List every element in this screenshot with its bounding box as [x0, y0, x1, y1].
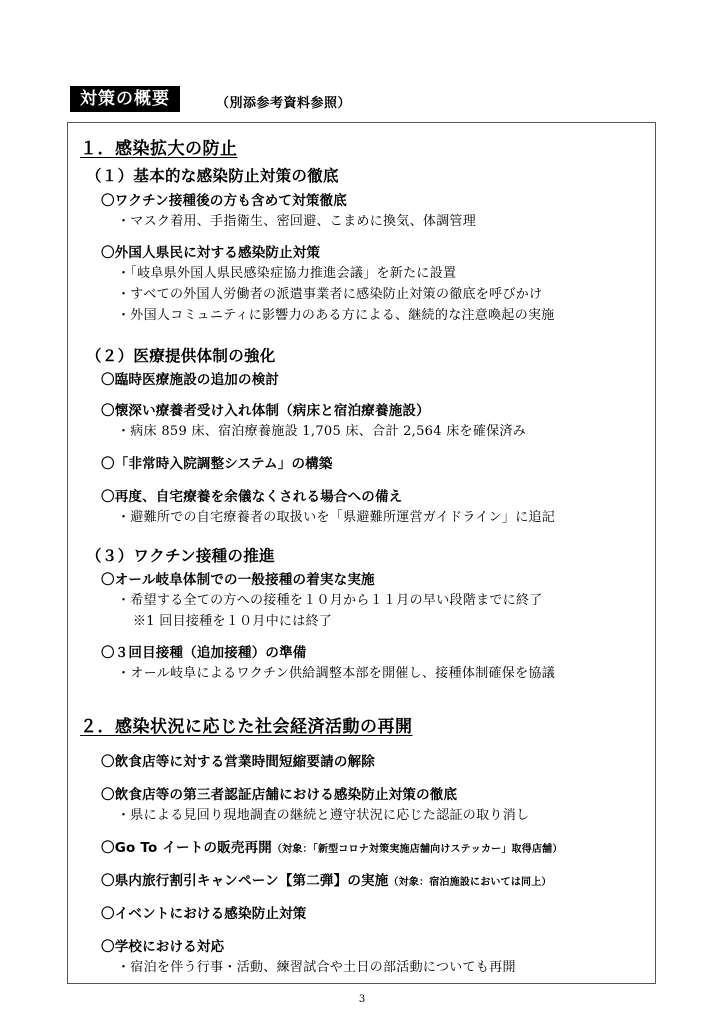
list-item: 〇イベントにおける感染防止対策 — [101, 906, 307, 922]
list-item — [101, 836, 563, 856]
list-item: 〇懐深い療養者受け入れ体制（病床と宿泊療養施設） — [101, 403, 430, 419]
list-item: 〇飲食店等に対する営業時間短縮要請の解除 — [101, 754, 375, 770]
section-heading-2: ２．感染状況に応じた社会経済活動の再開 — [80, 717, 413, 737]
bullet-text: ・すべての外国人労働者の派遣事業者に感染防止対策の徹底を呼びかけ — [117, 287, 543, 302]
title-note: （別添参考資料参照） — [216, 96, 352, 111]
list-item: 〇学校における対応 — [101, 939, 225, 955]
bullet-text: ・外国人コミュニティに影響力のある方による、継続的な注意喚起の実施 — [117, 308, 555, 323]
list-item: 〇オール岐阜体制での一般接種の着実な実施 — [101, 572, 375, 588]
subsection-heading-1: （１）基本的な感染防止対策の徹底 — [86, 167, 339, 185]
page-number: 3 — [358, 994, 366, 1005]
list-item: 〇３回目接種（追加接種）の準備 — [101, 645, 307, 661]
list-item: 〇臨時医療施設の追加の検討 — [101, 372, 280, 388]
bullet-text: ・宿泊を伴う行事・活動、練習試合や土日の部活動についても再開 — [117, 960, 516, 975]
list-item: 〇ワクチン接種後の方も含めて対策徹底 — [101, 193, 347, 209]
bullet-text: ・県による見回り現地調査の継続と遵守状況に応じた認証の取り消し — [117, 808, 530, 823]
list-item-note: （対象：「新型コロナ対策実施店舗向けステッカー」取得店舗） — [271, 844, 563, 855]
list-item: 〇外国人県民に対する感染防止対策 — [101, 245, 321, 261]
subsection-heading-3: （３）ワクチン接種の推進 — [86, 547, 275, 565]
bullet-text: ※1 回目接種を１０月中には終了 — [133, 614, 333, 629]
section-heading-1: １．感染拡大の防止 — [80, 139, 238, 159]
list-item — [101, 869, 552, 889]
bullet-text: ・マスク着用、手指衛生、密回避、こまめに換気、体調管理 — [117, 214, 477, 229]
bullet-text: ・避難所での自宅療養者の取扱いを「県避難所運営ガイドライン」に追記 — [117, 510, 556, 525]
bullet-text: ・「岐阜県外国人県民感染症協力推進会議」を新たに設置 — [117, 266, 457, 281]
list-item-label: 〇県内旅行割引キャンペーン【第二弾】の実施 — [101, 873, 389, 889]
list-item: 〇飲食店等の第三者認証店舗における感染防止対策の徹底 — [101, 787, 458, 803]
subsection-heading-2: （２）医療提供体制の強化 — [86, 347, 276, 365]
list-item-label: 〇Go To イートの販売再開 — [101, 840, 272, 856]
list-item-note: （対象：宿泊施設においては同上） — [388, 877, 552, 888]
page-title: 対策の概要 — [70, 86, 180, 112]
list-item: 〇再度、自宅療養を余儀なくされる場合への備え — [101, 489, 403, 505]
bullet-text: ・希望する全ての方への接種を１０月から１１月の早い段階までに終了 — [117, 593, 543, 608]
bullet-text: ・オール岐阜によるワクチン供給調整本部を開催し、接種体制確保を協議 — [117, 666, 555, 681]
bullet-text: ・病床 859 床、宿泊療養施設 1,705 床、合計 2,564 床を確保済み — [117, 424, 527, 439]
list-item: 〇「非常時入院調整システム」の構築 — [101, 456, 333, 472]
